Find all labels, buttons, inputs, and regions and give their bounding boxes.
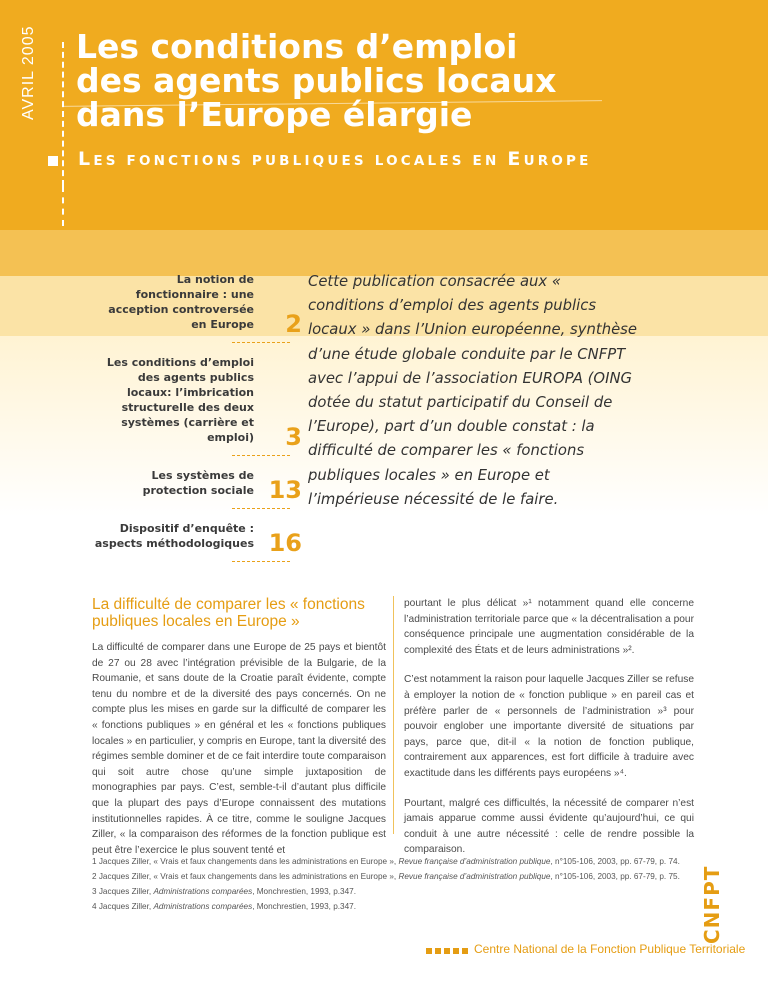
body-text-left: La difficulté de comparer dans une Europe de 25 pays et bientôt de 27 ou 28 avec l’intégration prévisible de la Bulgarie, de la Roumanie, et sans doute de la Croatie paraît évidente, compte tenu du nombre et de la diversité des pays concernés. On ne compte plus les mises en garde sur la difficulté de comparer les « fonctions publiques » en général et les « fonctions publiques locales » en particulier, y compris en Europe, tant la diversité des régimes semble dominer et de ce fait interdire toute comparaison qui soit autre chose qu’une simple juxtaposition de monographies par pays. C’est, semble-t-il d’autant plus difficile que la plupart des pays d’Europe connaissent des mutations institutionnelles rapides. À ce titre, comme le souligne Jacques Ziller, « la comparaison des réformes de la fonction publique est peut être l’exercice le plus souvent tenté et xyxy=(92,642,386,856)
dashed-vertical-rule xyxy=(62,42,64,186)
toc-item-page: 13 xyxy=(268,476,302,504)
organization-name: Centre National de la Fonction Publique Territoriale xyxy=(474,942,746,956)
subtitle-text: ES FONCTIONS PUBLIQUES LOCALES EN xyxy=(93,153,508,169)
footnote: 1 Jacques Ziller, « Vrais et faux changements dans les administrations en Europe », Revue française d’administration publique, n°105-106, 2003, pp. 67-79, p. 74. xyxy=(92,857,680,866)
toc-separator xyxy=(232,342,290,343)
subtitle-text-end: UROPE xyxy=(523,153,592,169)
toc-item-label: Les systèmes de protection sociale xyxy=(142,469,254,497)
title-line: Les conditions d’emploi xyxy=(76,27,518,66)
body-text-right xyxy=(404,596,694,872)
body-paragraph: pourtant le plus délicat »¹ notamment quand elle concerne l’administration territoriale parce que « la décentralisation a pour conséquence principale une augmentation considérable de la complexité des États et de leurs administrations »². xyxy=(404,598,694,656)
section-heading: La difficulté de comparer les « fonctions publiques locales en Europe » xyxy=(92,596,365,630)
footnote: 4 Jacques Ziller, Administrations comparées, Monchrestien, 1993, p.347. xyxy=(92,902,356,911)
table-of-contents xyxy=(92,270,312,574)
toc-item-page: 2 xyxy=(285,310,302,338)
cnfpt-logo: CNFPT xyxy=(700,865,724,944)
toc-separator xyxy=(232,455,290,456)
publication-date: AVRIL 2005 xyxy=(20,25,37,120)
toc-item[interactable] xyxy=(92,521,302,557)
toc-item[interactable] xyxy=(92,468,302,504)
page-subtitle xyxy=(78,148,592,170)
square-dots-icon xyxy=(426,948,468,954)
footnotes xyxy=(92,854,702,914)
toc-item[interactable] xyxy=(92,355,302,451)
toc-item[interactable] xyxy=(92,272,302,338)
subtitle-initial-e: E xyxy=(507,148,524,170)
toc-item-label: Les conditions d’emploi des agents publics locaux: l’imbrication structurelle des deux systèmes (carrière et emploi) xyxy=(106,356,254,444)
toc-item-label: Dispositif d’enquête : aspects méthodologiques xyxy=(94,522,254,550)
title-line: dans l’Europe élargie xyxy=(76,95,473,134)
toc-item-page: 3 xyxy=(285,423,302,451)
toc-separator xyxy=(232,561,290,562)
square-bullet-icon xyxy=(48,156,58,166)
dashed-vertical-rule-lower xyxy=(62,186,64,226)
footnote: 3 Jacques Ziller, Administrations comparées, Monchrestien, 1993, p.347. xyxy=(92,887,356,896)
footnote: 2 Jacques Ziller, « Vrais et faux changements dans les administrations en Europe », Revue française d’administration publique, n°105-106, 2003, pp. 67-79, p. 75. xyxy=(92,872,680,881)
title-line: des agents publics locaux xyxy=(76,61,557,100)
toc-item-page: 16 xyxy=(268,529,302,557)
body-paragraph: C’est notamment la raison pour laquelle Jacques Ziller se refuse à employer la notion de « fonction publique » en pareil cas et préfère parler de « personnels de l’administration »³ pour pouvoir englober une importante diversité de situations par pays, parce que, dit-il « la notion de fonction publique, contrairement aux apparences, est fort difficile à traduire avec exactitude dans les différents pays européens »⁴. xyxy=(404,674,694,779)
toc-item-label: La notion de fonctionnaire : une acception controversée en Europe xyxy=(108,273,254,331)
intro-paragraph: Cette publication consacrée aux « conditions d’emploi des agents publics locaux » dans l’Union européenne, synthèse d’une étude globale conduite par le CNFPT avec l’appui de l’association EUROPA (OING dotée du statut participatif du Conseil de l’Europe), part d’un double constat : la difficulté de comparer les « fonctions publiques locales » en Europe et l’impérieuse nécessité de le faire. xyxy=(308,273,637,508)
subtitle-initial: L xyxy=(78,148,94,170)
toc-separator xyxy=(232,508,290,509)
body-paragraph: Pourtant, malgré ces difficultés, la nécessité de comparer n’est jamais apparue comme aussi évidente qu’aujourd’hui, ce qui conduit à une autre nécessité : celle de rendre possible la comparaison. xyxy=(404,797,694,856)
page-title xyxy=(76,27,636,134)
column-divider xyxy=(393,596,394,834)
